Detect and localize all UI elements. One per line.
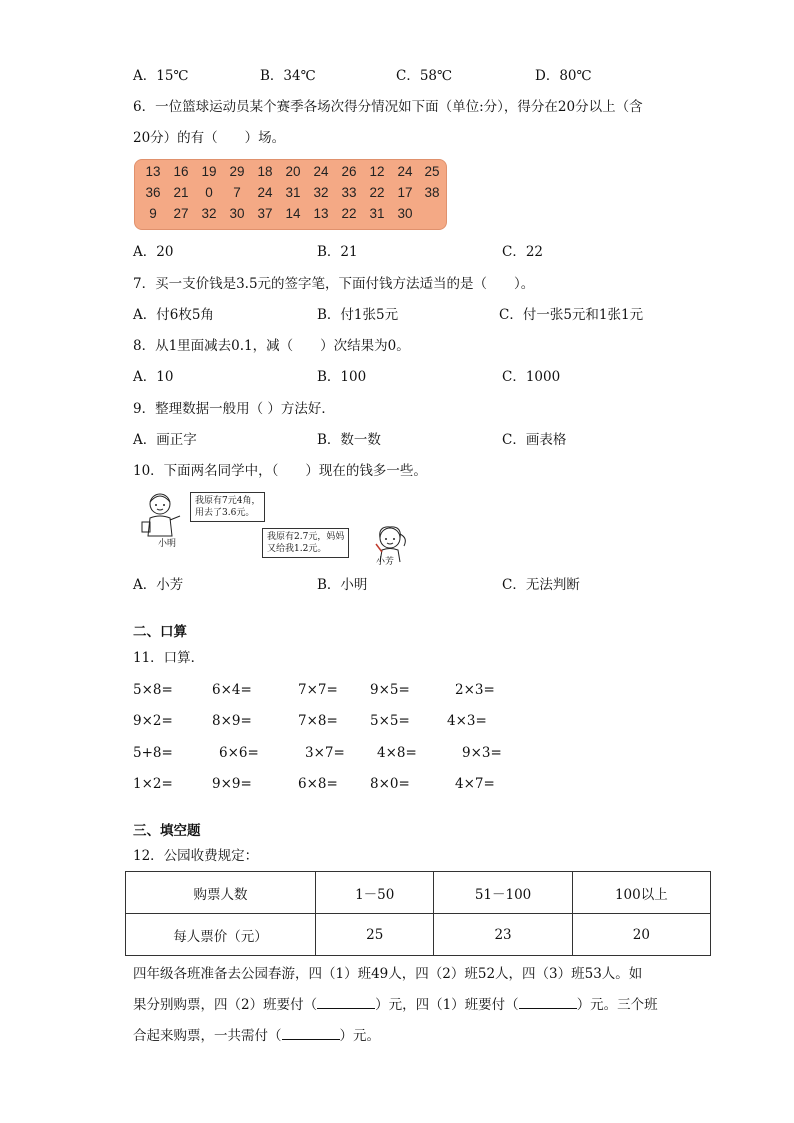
q6-text-line1: 6．一位篮球运动员某个赛季各场次得分情况如下面（单位:分），得分在20分以上（含	[133, 99, 643, 115]
q7-option-c: C．付一张5元和1张1元	[499, 307, 644, 323]
xiaofang-name: 小芳	[376, 557, 395, 567]
q9-option-a: A．画正字	[133, 432, 197, 448]
score-row	[135, 206, 446, 227]
table-cell: 购票人数	[126, 872, 316, 914]
score-cell: 7	[233, 185, 241, 200]
mental-math-item: 1×2=	[133, 776, 173, 792]
table-cell: 每人票价（元）	[126, 914, 316, 956]
ticket-fee-table	[125, 871, 711, 956]
bubble-line: 我原有2.7元，妈妈	[267, 532, 345, 542]
q6-option-c: C．22	[502, 244, 544, 260]
q5-option-a: A．15℃	[133, 68, 189, 84]
score-row	[135, 164, 446, 185]
mental-math-item: 6×4=	[212, 682, 252, 698]
score-cell: 18	[257, 164, 273, 179]
section3-title: 三、填空题	[133, 823, 201, 839]
score-cell: 21	[173, 185, 189, 200]
mental-math-item: 6×6=	[219, 745, 259, 761]
score-cell: 36	[145, 185, 161, 200]
score-cell: 19	[201, 164, 217, 179]
q12-text-segment: ）元，四（1）班要付（	[375, 997, 519, 1013]
q6-option-b: B．21	[317, 244, 358, 260]
bubble-line: 我原有7元4角，	[195, 496, 261, 506]
mental-math-item: 9×3=	[462, 745, 502, 761]
score-cell: 32	[201, 206, 217, 221]
score-cell: 31	[369, 206, 385, 221]
score-cell: 13	[313, 206, 329, 221]
score-cell: 26	[341, 164, 357, 179]
boy-figure-illustration	[140, 490, 186, 540]
mental-math-item: 4×7=	[455, 776, 495, 792]
q12-text-segment: ）元。	[339, 1028, 380, 1044]
mental-math-item: 7×7=	[298, 682, 338, 698]
mental-math-item: 5×5=	[370, 713, 410, 729]
q6-option-a: A．20	[133, 244, 174, 260]
q11-text: 11．口算．	[133, 650, 205, 666]
q8-text: 8．从1里面减去0.1，减（ ）次结果为0。	[133, 338, 410, 354]
mental-math-item: 5+8=	[133, 745, 173, 761]
q12-text-segment: ）元。三个班	[576, 997, 658, 1013]
table-row	[126, 914, 711, 956]
score-cell: 24	[313, 164, 329, 179]
score-cell: 12	[369, 164, 385, 179]
q5-option-d: D．80℃	[535, 68, 592, 84]
score-cell: 20	[285, 164, 301, 179]
score-cell: 22	[369, 185, 385, 200]
score-row	[135, 185, 446, 206]
mental-math-item: 4×8=	[377, 745, 417, 761]
answer-blank-class1[interactable]	[519, 995, 577, 1009]
mental-math-item: 7×8=	[298, 713, 338, 729]
mental-math-item: 9×5=	[370, 682, 410, 698]
table-cell: 51－100	[434, 872, 572, 914]
answer-blank-class2[interactable]	[317, 995, 375, 1009]
q10-option-a: A．小芳	[133, 577, 184, 593]
xiaoming-name: 小明	[158, 539, 177, 549]
q12-text-segment: 合起来购票，一共需付（	[133, 1028, 282, 1044]
q10-option-b: B．小明	[317, 577, 368, 593]
score-cell: 32	[313, 185, 329, 200]
q7-option-a: A．付6枚5角	[133, 307, 214, 323]
q12-text-segment: 果分别购票，四（2）班要付（	[133, 997, 318, 1013]
table-cell: 25	[316, 914, 434, 956]
xiaofang-speech-bubble	[262, 528, 349, 558]
q12-paragraph-line3	[133, 1026, 380, 1046]
q12-text: 12．公园收费规定：	[133, 848, 259, 864]
q8-option-c: C．1000	[502, 369, 561, 385]
q8-option-a: A．10	[133, 369, 174, 385]
mental-math-item: 9×2=	[133, 713, 173, 729]
table-cell: 20	[572, 914, 710, 956]
score-cell: 38	[424, 185, 440, 200]
table-cell: 23	[434, 914, 572, 956]
q8-option-b: B．100	[317, 369, 367, 385]
score-cell: 24	[257, 185, 273, 200]
score-cell: 25	[424, 164, 440, 179]
score-cell: 0	[205, 185, 213, 200]
mental-math-item: 2×3=	[455, 682, 495, 698]
q9-option-c: C．画表格	[502, 432, 567, 448]
score-data-box	[134, 159, 447, 230]
score-cell: 22	[341, 206, 357, 221]
mental-math-item: 6×8=	[298, 776, 338, 792]
mental-math-item: 4×3=	[447, 713, 487, 729]
q5-option-c: C．58℃	[396, 68, 453, 84]
xiaoming-speech-bubble	[190, 492, 265, 522]
score-cell: 13	[145, 164, 161, 179]
score-cell: 16	[173, 164, 189, 179]
score-cell: 37	[257, 206, 273, 221]
score-cell: 31	[285, 185, 301, 200]
q9-text: 9．整理数据一般用（ ）方法好．	[133, 401, 335, 417]
section2-title: 二、口算	[133, 624, 187, 640]
q6-text-line2: 20分）的有（ ）场。	[133, 130, 286, 146]
score-cell: 33	[341, 185, 357, 200]
q5-option-b: B．34℃	[260, 68, 316, 84]
q12-paragraph-line2	[133, 995, 658, 1015]
q9-option-b: B．数一数	[317, 432, 381, 448]
score-cell: 30	[229, 206, 245, 221]
q7-option-b: B．付1张5元	[317, 307, 399, 323]
score-cell: 27	[173, 206, 189, 221]
score-cell: 14	[285, 206, 301, 221]
bubble-line: 又给我1.2元。	[267, 544, 327, 554]
answer-blank-total[interactable]	[282, 1026, 340, 1040]
score-cell: 17	[397, 185, 413, 200]
score-cell: 24	[397, 164, 413, 179]
q7-text: 7．买一支价钱是3.5元的签字笔，下面付钱方法适当的是（ ）。	[133, 276, 535, 292]
q10-text: 10．下面两名同学中，（ ）现在的钱多一些。	[133, 463, 427, 479]
table-row	[126, 872, 711, 914]
table-cell: 1－50	[316, 872, 434, 914]
table-cell: 100以上	[572, 872, 710, 914]
mental-math-item: 8×9=	[212, 713, 252, 729]
q10-option-c: C．无法判断	[502, 577, 580, 593]
bubble-line: 用去了3.6元。	[195, 508, 255, 518]
mental-math-item: 3×7=	[305, 745, 345, 761]
score-cell: 29	[229, 164, 245, 179]
mental-math-item: 8×0=	[370, 776, 410, 792]
score-cell: 30	[397, 206, 413, 221]
mental-math-item: 9×9=	[212, 776, 252, 792]
q12-paragraph-line1: 四年级各班准备去公园春游，四（1）班49人，四（2）班52人，四（3）班53人。如	[133, 966, 643, 982]
mental-math-item: 5×8=	[133, 682, 173, 698]
score-cell: 9	[149, 206, 157, 221]
